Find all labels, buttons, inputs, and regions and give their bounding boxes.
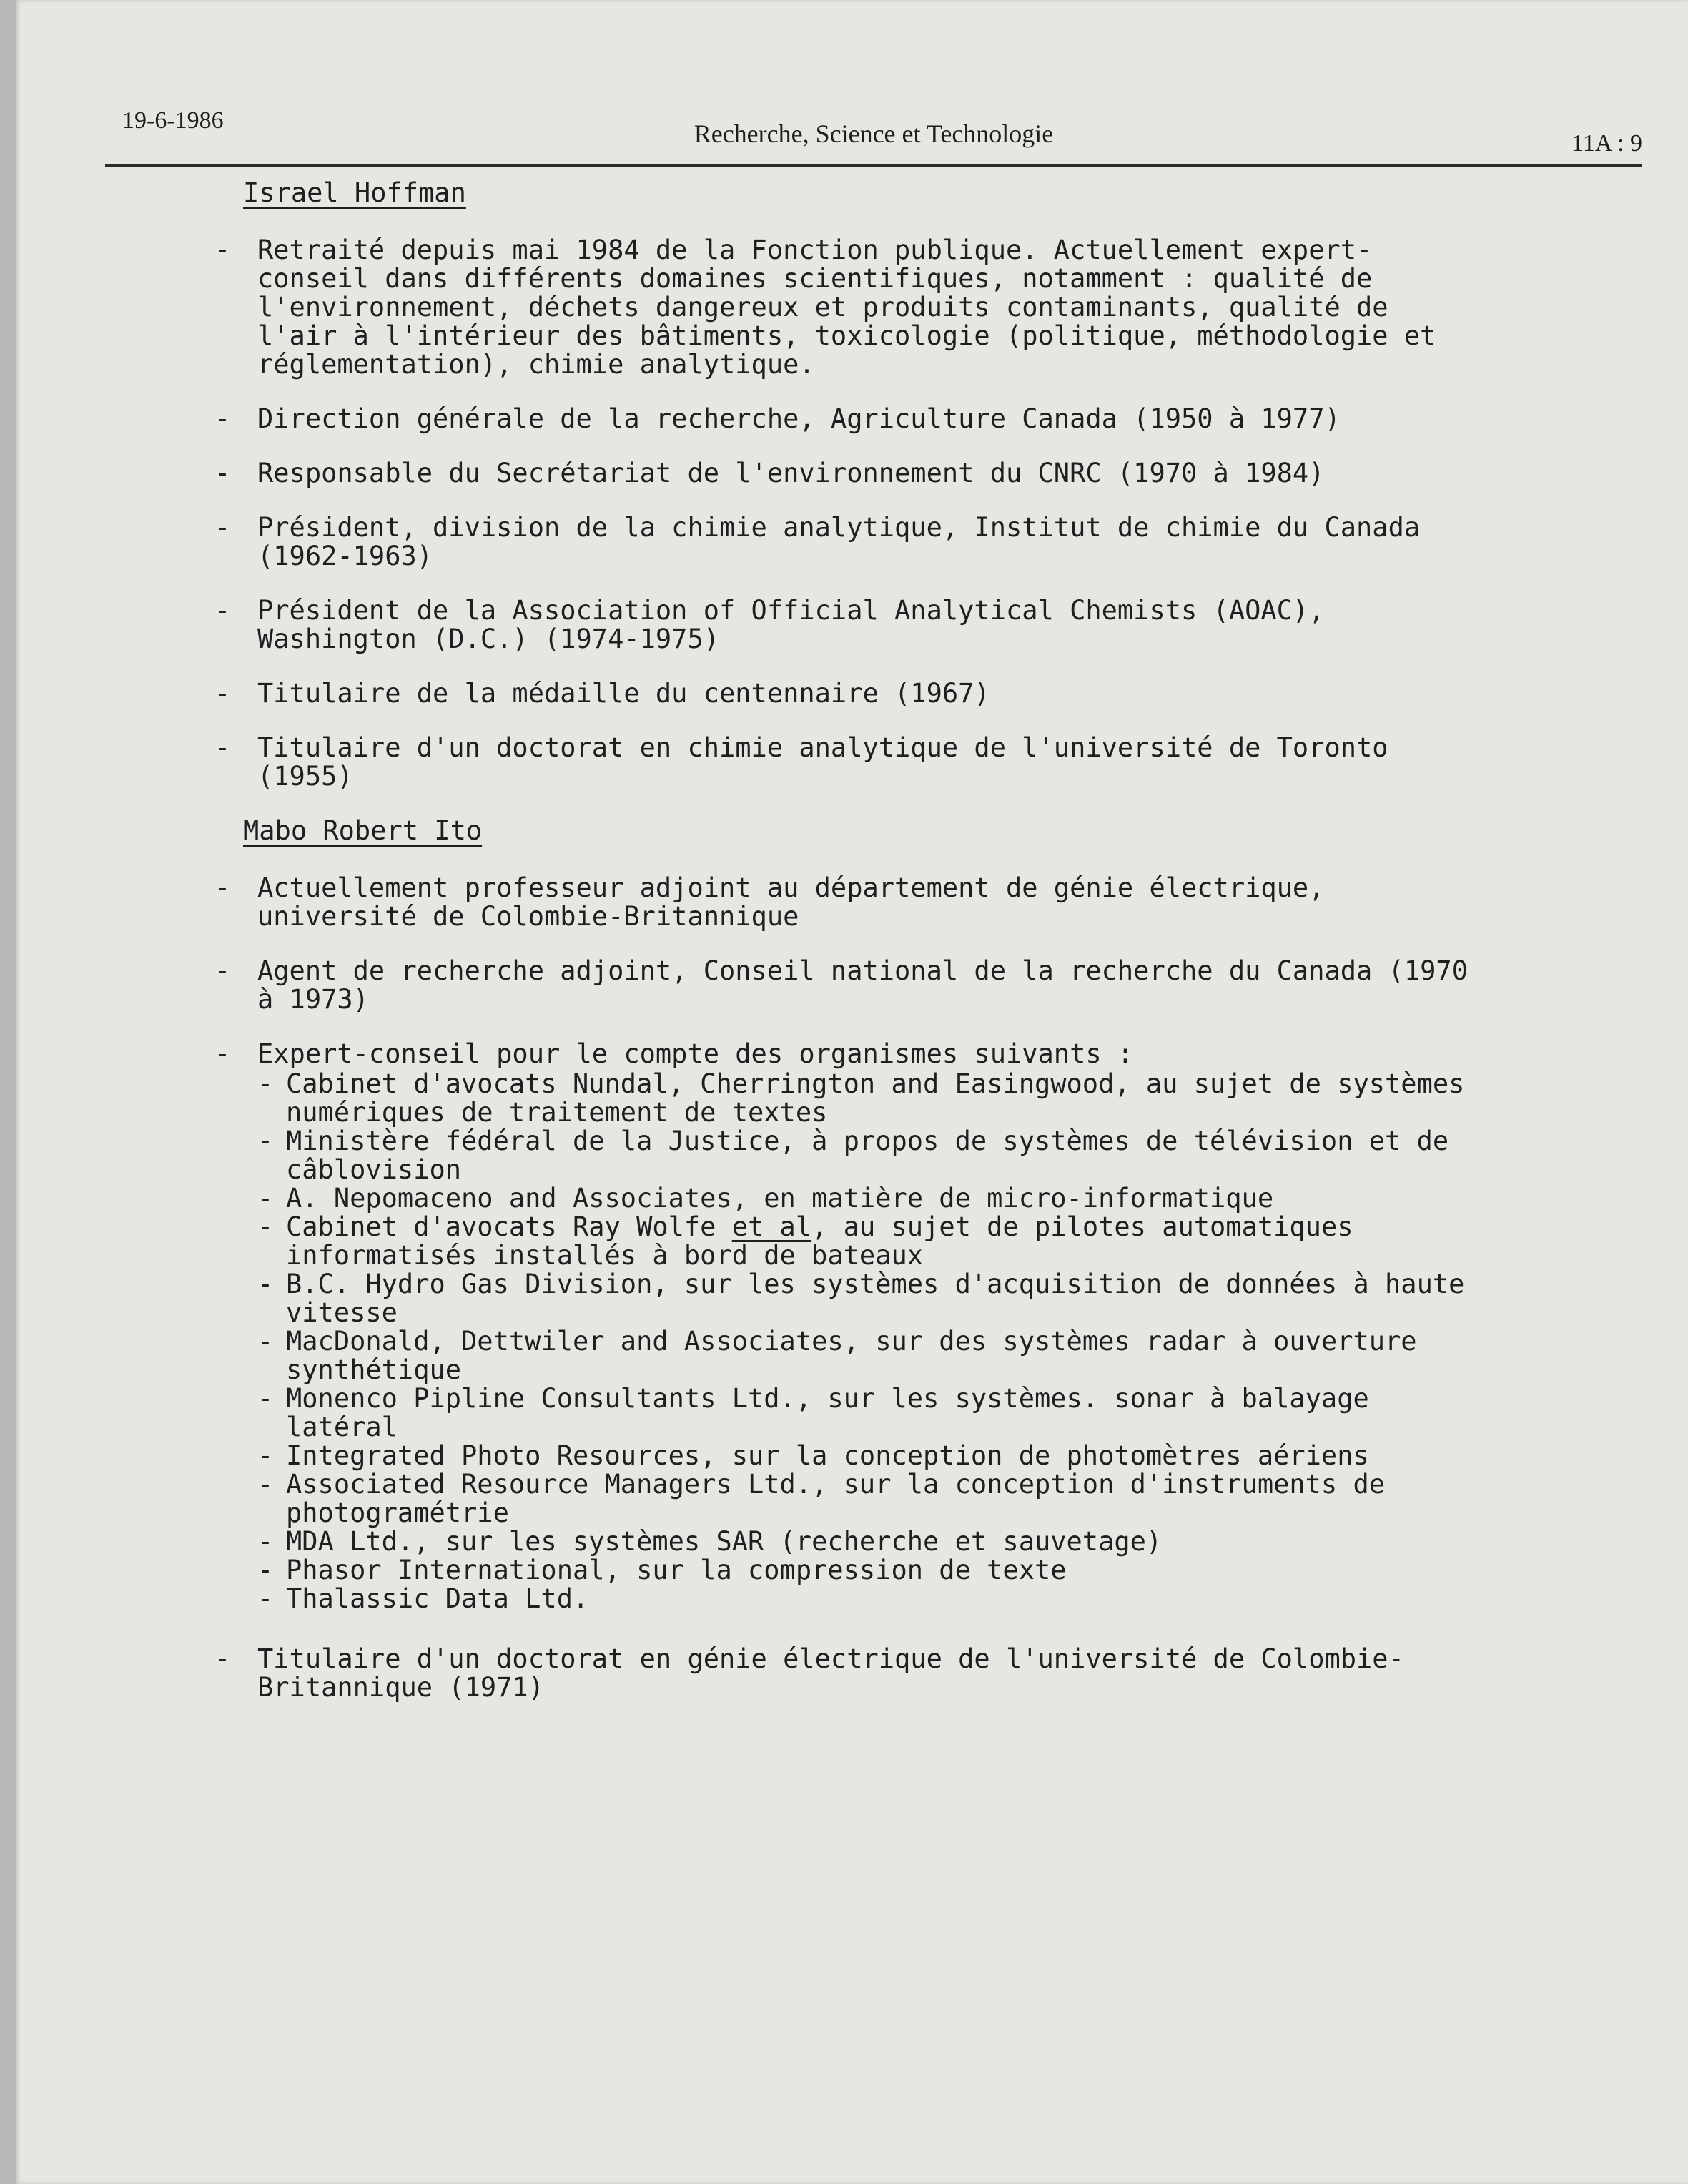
sublist-item: - Cabinet d'avocats Nundal, Cherrington and Easingwood, au sujet de systèmes numériques de traitement de textes bbox=[257, 1068, 1465, 1128]
consulting-sublist bbox=[257, 1070, 1480, 1613]
sublist-item: - B.C. Hydro Gas Division, sur les systèmes d'acquisition de données à haute vitesse bbox=[257, 1269, 1465, 1328]
consulting-list-item: - Expert-conseil pour le compte des organismes suivants : - Cabinet d'avocats Nundal, Cherrington and Easingwood, au sujet de systèmes numériques de traitement de textes - Ministère fédéral de la Justice, à propos de systèmes de télévision et de câblovision - A. Nepomaceno and Associates, en matière de micro-informatique - Cabinet d'avocats Ray Wolfe et al, au sujet de pilotes automatiques informatisés installés à bord de bateaux - B.C. Hydro Gas Division, sur les systèmes d'acquisition de données à haute vitesse - MacDonald, Dettwiler and Associates, sur des systèmes radar à ouverture synthétique - Monenco Pipline Consultants Ltd., sur les systèmes. sonar à balayage latéral - Integrated Photo Resources, sur la conception de photomètres aériens - Associated Resource Managers Ltd., sur la conception d'instruments de photogramétrie - MDA Ltd., sur les systèmes SAR (recherche et sauvetage) - Phasor International, sur la compression de texte - Thalassic Data Ltd. bbox=[214, 1040, 1480, 1613]
list-item: - Titulaire d'un doctorat en chimie analytique de l'université de Toronto (1955) bbox=[214, 732, 1388, 792]
sublist-item: - Monenco Pipline Consultants Ltd., sur les systèmes. sonar à balayage latéral bbox=[257, 1383, 1369, 1442]
sublist-item: - MDA Ltd., sur les systèmes SAR (recherche et sauvetage) bbox=[257, 1526, 1163, 1557]
document-body bbox=[214, 179, 1480, 1728]
person-name-ito: Mabo Robert Ito bbox=[243, 815, 483, 846]
sublist-item: - Ministère fédéral de la Justice, à propos de systèmes de télévision et de câblovision bbox=[257, 1126, 1449, 1185]
sublist-item: - Phasor International, sur la compression de texte bbox=[257, 1555, 1067, 1585]
header-date: 19-6-1986 bbox=[122, 107, 224, 134]
sublist-item: - Integrated Photo Resources, sur la conception de photomètres aériens bbox=[257, 1440, 1369, 1471]
sublist-item: - MacDonald, Dettwiler and Associates, sur des systèmes radar à ouverture synthétique bbox=[257, 1326, 1417, 1385]
header-title: Recherche, Science et Technologie bbox=[694, 119, 1054, 148]
underlined-et-al: et al bbox=[731, 1211, 812, 1242]
list-item: - Titulaire d'un doctorat en génie électrique de l'université de Colombie-Britannique (1971) bbox=[214, 1643, 1404, 1703]
sublist-item-ray-wolfe: - Cabinet d'avocats Ray Wolfe et al, au sujet de pilotes automatiques informatisés installés à bord de bateaux bbox=[257, 1211, 1353, 1271]
page-header bbox=[105, 100, 1642, 167]
sublist-item: - Thalassic Data Ltd. bbox=[257, 1583, 589, 1614]
list-item: - Responsable du Secrétariat de l'environnement du CNRC (1970 à 1984) bbox=[214, 458, 1325, 488]
sublist-item: - Associated Resource Managers Ltd., sur la conception d'instruments de photogramétrie bbox=[257, 1469, 1386, 1528]
list-item: - Titulaire de la médaille du centennaire (1967) bbox=[214, 678, 990, 709]
list-item: - Direction générale de la recherche, Agriculture Canada (1950 à 1977) bbox=[214, 403, 1341, 434]
list-item: - Retraité depuis mai 1984 de la Fonction publique. Actuellement expert-conseil dans différents domaines scientifiques, notamment : qualité de l'environnement, déchets dangereux et produits contaminants, qualité de l'air à l'intérieur des bâtiments, toxicologie (politique, méthodologie et réglementation), chimie analytique. bbox=[214, 235, 1436, 380]
list-item: - Président, division de la chimie analytique, Institut de chimie du Canada (1962-1963) bbox=[214, 512, 1421, 571]
list-item: - Président de la Association of Official Analytical Chemists (AOAC), Washington (D.C.) (1974-1975) bbox=[214, 595, 1325, 654]
list-item: - Agent de recherche adjoint, Conseil national de la recherche du Canada (1970 à 1973) bbox=[214, 955, 1468, 1015]
sublist-item: - A. Nepomaceno and Associates, en matière de micro-informatique bbox=[257, 1183, 1274, 1214]
consulting-intro: Expert-conseil pour le compte des organismes suivants : bbox=[257, 1038, 1134, 1069]
list-item: - Actuellement professeur adjoint au département de génie électrique, université de Colombie-Britannique bbox=[214, 872, 1325, 932]
person-name-hoffman: Israel Hoffman bbox=[243, 177, 466, 208]
header-page-number: 11A : 9 bbox=[1571, 130, 1642, 157]
